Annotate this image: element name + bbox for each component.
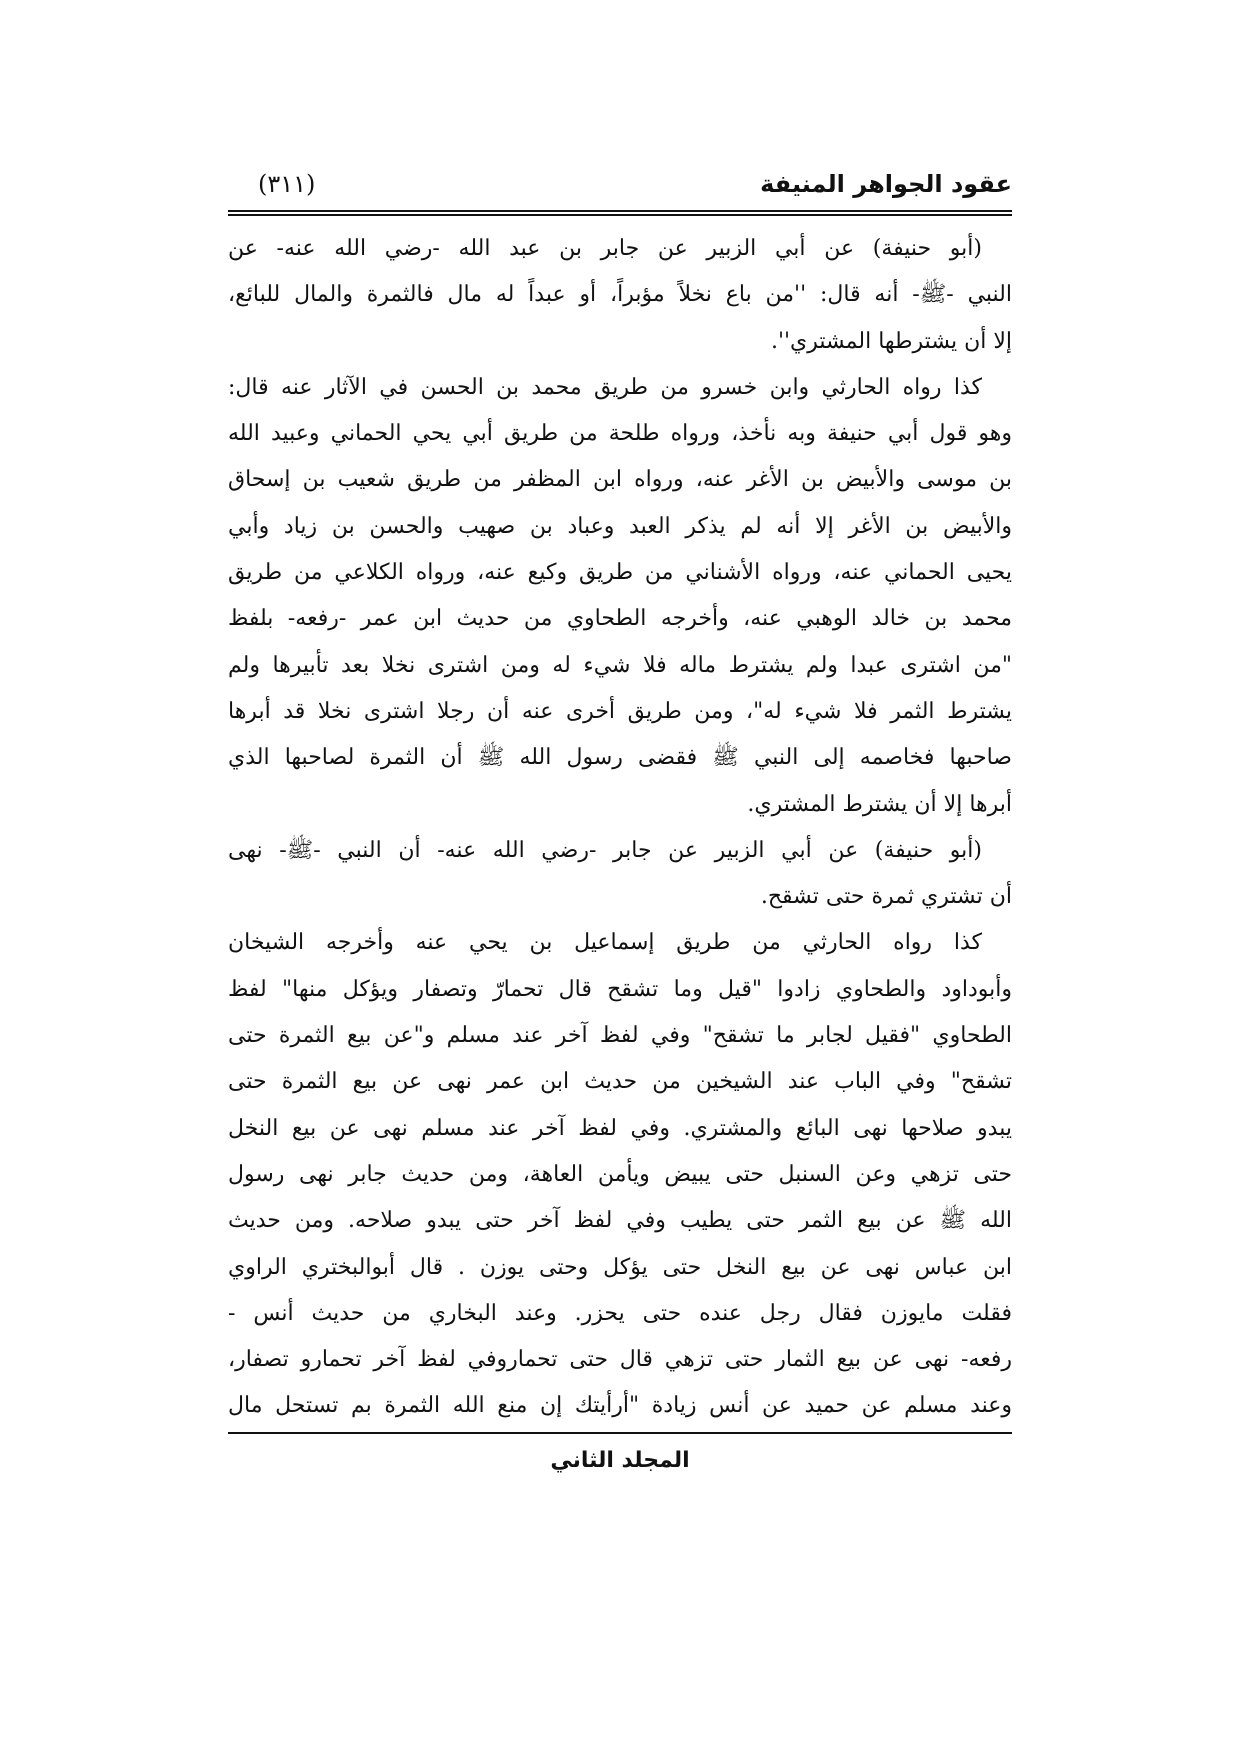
text-line: إلا أن يشترطها المشتري''.: [770, 328, 1012, 354]
page-number: (٣١١): [258, 170, 316, 198]
text-line: بن موسى والأبيض بن الأغر عنه، ورواه ابن المظفر من طريق شعيب بن إسحاق: [228, 467, 1012, 493]
text-line: "من اشترى عبدا ولم يشترط ماله فلا شيء له ومن اشترى نخلا بعد تأبيرها ولم: [228, 652, 1012, 678]
text-line: (أبو حنيفة) عن أبي الزبير عن جابر -رضي الله عنه- أن النبي -ﷺ- نهى: [228, 837, 982, 863]
volume-footer: المجلد الثاني: [550, 1448, 690, 1473]
text-line: ابن عباس نهى عن بيع النخل حتى يؤكل وحتى يوزن . قال أبوالبختري الراوي: [228, 1254, 1012, 1280]
text-line: (أبو حنيفة) عن أبي الزبير عن جابر بن عبد الله -رضي الله عنه- عن: [228, 236, 982, 261]
text-line: رفعه- نهى عن بيع الثمار حتى تزهي قال حتى تحماروفي لفظ آخر تحمارو تصفار،: [228, 1347, 1012, 1373]
text-line: كذا رواه الحارثي وابن خسرو من طريق محمد بن الحسن في الآثار عنه قال:: [228, 374, 982, 400]
text-line: كذا رواه الحارثي من طريق إسماعيل بن يحي عنه وأخرجه الشيخان: [228, 930, 982, 956]
text-line: فقلت مايوزن فقال رجل عنده حتى يحزر. وعند البخاري من حديث أنس -: [228, 1300, 1012, 1326]
text-line: والأبيض بن الأغر إلا أنه لم يذكر العبد وعباد بن صهيب والحسن بن زياد وأبي: [228, 513, 1012, 539]
text-line: محمد بن خالد الوهبي عنه، وأخرجه الطحاوي من حديث ابن عمر -رفعه- بلفظ: [228, 606, 1012, 632]
text-line: أبرها إلا أن يشترط المشتري.: [747, 791, 1012, 817]
running-header: [228, 170, 1012, 210]
text-line: أن تشتري ثمرة حتى تشقح.: [760, 884, 1012, 910]
footer-rule: [228, 1432, 1012, 1434]
text-line: وعند مسلم عن حميد عن أنس زيادة "أرأيتك إن منع الله الثمرة بم تستحل مال: [228, 1393, 1012, 1419]
text-line: حتى تزهي وعن السنبل حتى يبيض ويأمن العاهة، ومن حديث جابر نهى رسول: [228, 1161, 1012, 1187]
header-double-rule: [228, 210, 1012, 216]
text-line: يحيى الحماني عنه، ورواه الأشناني من طريق وكيع عنه، ورواه الكلاعي من طريق: [228, 560, 1012, 586]
text-line: صاحبها فخاصمه إلى النبي ﷺ فقضى رسول الله ﷺ أن الثمرة لصاحبها الذي: [228, 745, 1012, 771]
book-title: عقود الجواهر المنيفة: [760, 170, 1012, 198]
text-line: الله ﷺ عن بيع الثمر حتى يطيب وفي لفظ آخر حتى يبدو صلاحه. ومن حديث: [228, 1208, 1012, 1234]
text-line: يشترط الثمر فلا شيء له"، ومن طريق أخرى عنه أن رجلا اشترى نخلا قد أبرها: [228, 698, 1012, 724]
text-line: يبدو صلاحها نهى البائع والمشتري. وفي لفظ آخر عند مسلم نهى عن بيع النخل: [228, 1115, 1012, 1141]
page-body: [228, 226, 1012, 1430]
text-line: النبي -ﷺ- أنه قال: ''من باع نخلاً مؤبراً، أو عبداً له مال فالثمرة والمال للبائع،: [228, 282, 1012, 308]
text-line: وأبوداود والطحاوي زادوا "قيل وما تشقح قال تحمارّ وتصفار ويؤكل منها" لفظ: [228, 976, 1012, 1002]
text-line: وهو قول أبي حنيفة وبه نأخذ، ورواه طلحة من طريق أبي يحي الحماني وعبيد الله: [228, 421, 1012, 447]
text-line: الطحاوي "فقيل لجابر ما تشقح" وفي لفظ آخر عند مسلم و"عن بيع الثمرة حتى: [228, 1023, 1012, 1049]
text-line: تشقح" وفي الباب عند الشيخين من حديث ابن عمر نهى عن بيع الثمرة حتى: [228, 1069, 1012, 1095]
